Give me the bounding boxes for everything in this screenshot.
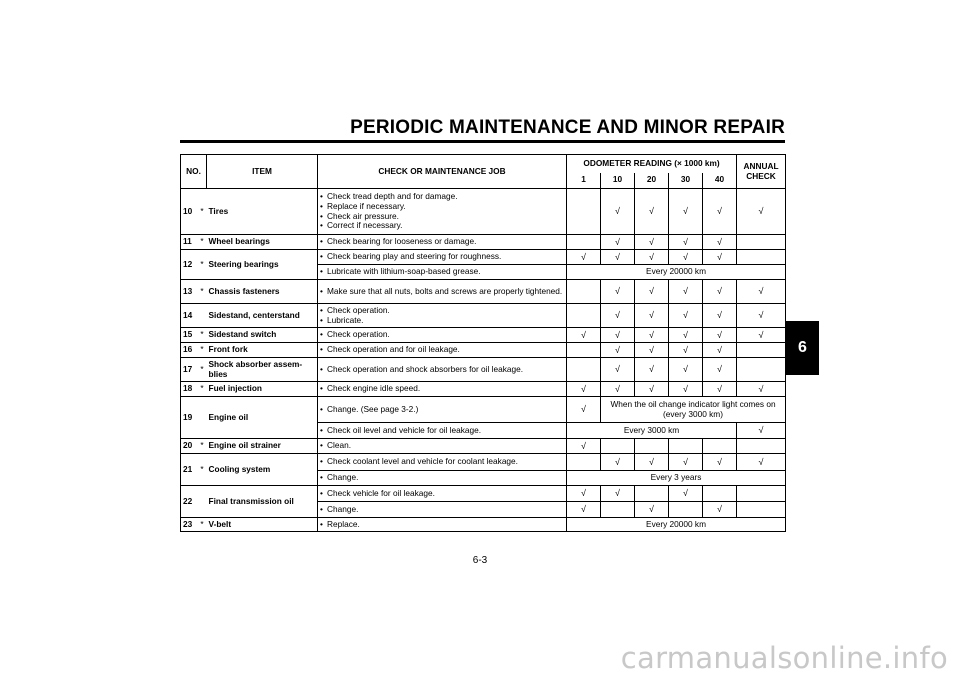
row-job — [318, 304, 567, 328]
row-item: Wheel bearings — [207, 235, 318, 250]
header-item: ITEM — [207, 155, 318, 189]
job-item: • Replace. — [320, 520, 564, 530]
check-mark: √ — [669, 382, 703, 397]
job-item: • Correct if necessary. — [320, 221, 564, 231]
job-item: • Make sure that all nuts, bolts and screws are properly tightened. — [320, 287, 564, 297]
row-job — [318, 343, 567, 358]
table-row — [181, 454, 786, 471]
row-star: * — [198, 382, 207, 397]
row-job — [318, 265, 567, 280]
row-star: * — [198, 518, 207, 532]
row-number: 15 — [181, 328, 198, 343]
job-list — [320, 252, 564, 262]
row-item: Engine oil — [207, 397, 318, 439]
check-mark: √ — [635, 189, 669, 235]
row-number: 10 — [181, 189, 198, 235]
maintenance-table — [180, 154, 786, 532]
row-job — [318, 358, 567, 382]
job-item: • Check tread depth and for damage. — [320, 192, 564, 202]
check-mark: √ — [567, 486, 601, 502]
check-mark: √ — [601, 280, 635, 304]
job-item: • Lubricate with lithium-soap-based grease. — [320, 267, 564, 277]
row-item: Steering bearings — [207, 250, 318, 280]
interval-text: When the oil change indicator light comes on (every 3000 km) — [601, 397, 786, 423]
check-mark: √ — [669, 304, 703, 328]
row-job — [318, 439, 567, 454]
check-mark: √ — [601, 328, 635, 343]
row-number: 11 — [181, 235, 198, 250]
row-star: * — [198, 439, 207, 454]
check-mark: √ — [669, 454, 703, 471]
job-item: • Check operation. — [320, 330, 564, 340]
row-item: Cooling system — [207, 454, 318, 486]
job-item: • Clean. — [320, 441, 564, 451]
row-job — [318, 502, 567, 518]
row-star: * — [198, 328, 207, 343]
check-mark: √ — [703, 343, 737, 358]
empty-cell — [567, 235, 601, 250]
empty-cell — [737, 343, 786, 358]
row-job — [318, 486, 567, 502]
check-mark: √ — [635, 358, 669, 382]
empty-cell — [737, 439, 786, 454]
job-list — [320, 520, 564, 530]
check-mark: √ — [635, 382, 669, 397]
row-star — [198, 304, 207, 328]
row-job — [318, 250, 567, 265]
row-job — [318, 471, 567, 486]
empty-cell — [567, 280, 601, 304]
header-odo-col: 1 — [567, 173, 601, 189]
check-mark: √ — [669, 250, 703, 265]
empty-cell — [567, 343, 601, 358]
check-mark: √ — [635, 502, 669, 518]
check-mark: √ — [635, 454, 669, 471]
job-item: • Check operation. — [320, 306, 564, 316]
row-star: * — [198, 250, 207, 280]
check-mark: √ — [703, 328, 737, 343]
job-list — [320, 457, 564, 467]
row-item: V-belt — [207, 518, 318, 532]
table-row — [181, 358, 786, 382]
empty-cell — [567, 189, 601, 235]
job-list — [320, 489, 564, 499]
job-list — [320, 306, 564, 325]
header-odo-col: 40 — [703, 173, 737, 189]
row-item: Tires — [207, 189, 318, 235]
row-job — [318, 189, 567, 235]
job-list — [320, 405, 564, 415]
table-row — [181, 328, 786, 343]
table-row — [181, 439, 786, 454]
row-star: * — [198, 358, 207, 382]
check-mark: √ — [567, 439, 601, 454]
check-mark: √ — [601, 250, 635, 265]
row-item: Sidestand, centerstand — [207, 304, 318, 328]
row-job — [318, 454, 567, 471]
row-star: * — [198, 280, 207, 304]
check-mark: √ — [669, 235, 703, 250]
job-item: • Check engine idle speed. — [320, 384, 564, 394]
job-list — [320, 267, 564, 277]
check-mark: √ — [669, 343, 703, 358]
row-job — [318, 423, 567, 439]
table-header — [181, 155, 786, 189]
row-number: 12 — [181, 250, 198, 280]
table-row — [181, 397, 786, 423]
row-star — [198, 397, 207, 439]
check-mark: √ — [635, 250, 669, 265]
job-list — [320, 330, 564, 340]
job-list — [320, 192, 564, 230]
check-mark: √ — [669, 358, 703, 382]
check-mark: √ — [601, 189, 635, 235]
job-item: • Check vehicle for oil leakage. — [320, 489, 564, 499]
check-mark: √ — [567, 502, 601, 518]
check-mark: √ — [703, 235, 737, 250]
empty-cell — [635, 439, 669, 454]
chapter-tab: 6 — [786, 321, 819, 375]
empty-cell — [703, 439, 737, 454]
row-star: * — [198, 343, 207, 358]
header-annual: ANNUAL CHECK — [737, 155, 786, 189]
empty-cell — [601, 439, 635, 454]
row-item: Engine oil strainer — [207, 439, 318, 454]
row-number: 13 — [181, 280, 198, 304]
check-mark: √ — [737, 423, 786, 439]
row-item: Fuel injection — [207, 382, 318, 397]
row-number: 14 — [181, 304, 198, 328]
job-item: • Check operation and shock absorbers for oil leakage. — [320, 365, 564, 375]
row-number: 19 — [181, 397, 198, 439]
check-mark: √ — [737, 189, 786, 235]
check-mark: √ — [567, 328, 601, 343]
row-job — [318, 382, 567, 397]
job-item: • Check coolant level and vehicle for coolant leakage. — [320, 457, 564, 467]
job-item: • Replace if necessary. — [320, 202, 564, 212]
row-star: * — [198, 189, 207, 235]
row-number: 16 — [181, 343, 198, 358]
job-list — [320, 365, 564, 375]
table-row — [181, 189, 786, 235]
job-list — [320, 505, 564, 515]
empty-cell — [737, 250, 786, 265]
row-star: * — [198, 235, 207, 250]
page-number: 6-3 — [472, 555, 488, 566]
table-row — [181, 486, 786, 502]
watermark: carmanualsonline.info — [620, 641, 948, 675]
interval-text: Every 20000 km — [567, 265, 786, 280]
header-job: CHECK OR MAINTENANCE JOB — [318, 155, 567, 189]
check-mark: √ — [737, 304, 786, 328]
check-mark: √ — [669, 280, 703, 304]
job-item: • Check bearing for looseness or damage. — [320, 237, 564, 247]
check-mark: √ — [567, 382, 601, 397]
empty-cell — [567, 304, 601, 328]
table-row — [181, 235, 786, 250]
check-mark: √ — [635, 304, 669, 328]
job-item: • Change. — [320, 505, 564, 515]
table-body — [181, 189, 786, 532]
row-item: Chassis fasteners — [207, 280, 318, 304]
row-job — [318, 235, 567, 250]
check-mark: √ — [669, 189, 703, 235]
empty-cell — [635, 486, 669, 502]
job-item: • Change. — [320, 473, 564, 483]
row-item: Front fork — [207, 343, 318, 358]
empty-cell — [737, 235, 786, 250]
row-item: Final transmission oil — [207, 486, 318, 518]
check-mark: √ — [601, 382, 635, 397]
table-row — [181, 250, 786, 265]
row-number: 17 — [181, 358, 198, 382]
job-list — [320, 473, 564, 483]
check-mark: √ — [601, 235, 635, 250]
table-row — [181, 280, 786, 304]
row-star: * — [198, 454, 207, 486]
job-list — [320, 426, 564, 436]
table-row — [181, 518, 786, 532]
job-item: • Lubricate. — [320, 316, 564, 326]
check-mark: √ — [737, 454, 786, 471]
empty-cell — [669, 502, 703, 518]
job-list — [320, 287, 564, 297]
check-mark: √ — [601, 304, 635, 328]
empty-cell — [737, 486, 786, 502]
empty-cell — [737, 502, 786, 518]
row-star — [198, 486, 207, 518]
job-item: • Check bearing play and steering for roughness. — [320, 252, 564, 262]
check-mark: √ — [567, 397, 601, 423]
check-mark: √ — [601, 343, 635, 358]
row-job — [318, 397, 567, 423]
check-mark: √ — [601, 454, 635, 471]
table-row — [181, 304, 786, 328]
check-mark: √ — [737, 328, 786, 343]
job-item: • Check air pressure. — [320, 212, 564, 222]
row-item: Sidestand switch — [207, 328, 318, 343]
page-title: PERIODIC MAINTENANCE AND MINOR REPAIR — [350, 117, 785, 138]
header-odo-col: 30 — [669, 173, 703, 189]
job-list — [320, 441, 564, 451]
empty-cell — [737, 358, 786, 382]
interval-text: Every 3000 km — [567, 423, 737, 439]
check-mark: √ — [737, 382, 786, 397]
row-job — [318, 280, 567, 304]
check-mark: √ — [669, 328, 703, 343]
check-mark: √ — [703, 189, 737, 235]
header-odo-col: 10 — [601, 173, 635, 189]
interval-text: Every 3 years — [567, 471, 786, 486]
empty-cell — [601, 502, 635, 518]
check-mark: √ — [703, 454, 737, 471]
check-mark: √ — [601, 358, 635, 382]
check-mark: √ — [635, 328, 669, 343]
empty-cell — [703, 486, 737, 502]
row-number: 20 — [181, 439, 198, 454]
table-row — [181, 382, 786, 397]
check-mark: √ — [703, 304, 737, 328]
row-item: Shock absorber assem-blies — [207, 358, 318, 382]
job-item: • Check oil level and vehicle for oil leakage. — [320, 426, 564, 436]
check-mark: √ — [635, 343, 669, 358]
title-rule — [180, 140, 785, 143]
check-mark: √ — [703, 382, 737, 397]
job-list — [320, 345, 564, 355]
job-item: • Check operation and for oil leakage. — [320, 345, 564, 355]
row-job — [318, 518, 567, 532]
job-list — [320, 384, 564, 394]
check-mark: √ — [703, 502, 737, 518]
job-list — [320, 237, 564, 247]
empty-cell — [567, 454, 601, 471]
check-mark: √ — [567, 250, 601, 265]
check-mark: √ — [635, 235, 669, 250]
row-number: 22 — [181, 486, 198, 518]
row-number: 18 — [181, 382, 198, 397]
check-mark: √ — [635, 280, 669, 304]
check-mark: √ — [669, 486, 703, 502]
check-mark: √ — [601, 486, 635, 502]
header-odometer: ODOMETER READING (× 1000 km) — [567, 155, 737, 173]
row-number: 21 — [181, 454, 198, 486]
header-odo-col: 20 — [635, 173, 669, 189]
row-job — [318, 328, 567, 343]
check-mark: √ — [703, 280, 737, 304]
check-mark: √ — [703, 358, 737, 382]
interval-text: Every 20000 km — [567, 518, 786, 532]
header-no: NO. — [181, 155, 207, 189]
check-mark: √ — [703, 250, 737, 265]
empty-cell — [567, 358, 601, 382]
job-item: • Change. (See page 3-2.) — [320, 405, 564, 415]
table-row — [181, 343, 786, 358]
check-mark: √ — [737, 280, 786, 304]
empty-cell — [669, 439, 703, 454]
row-number: 23 — [181, 518, 198, 532]
